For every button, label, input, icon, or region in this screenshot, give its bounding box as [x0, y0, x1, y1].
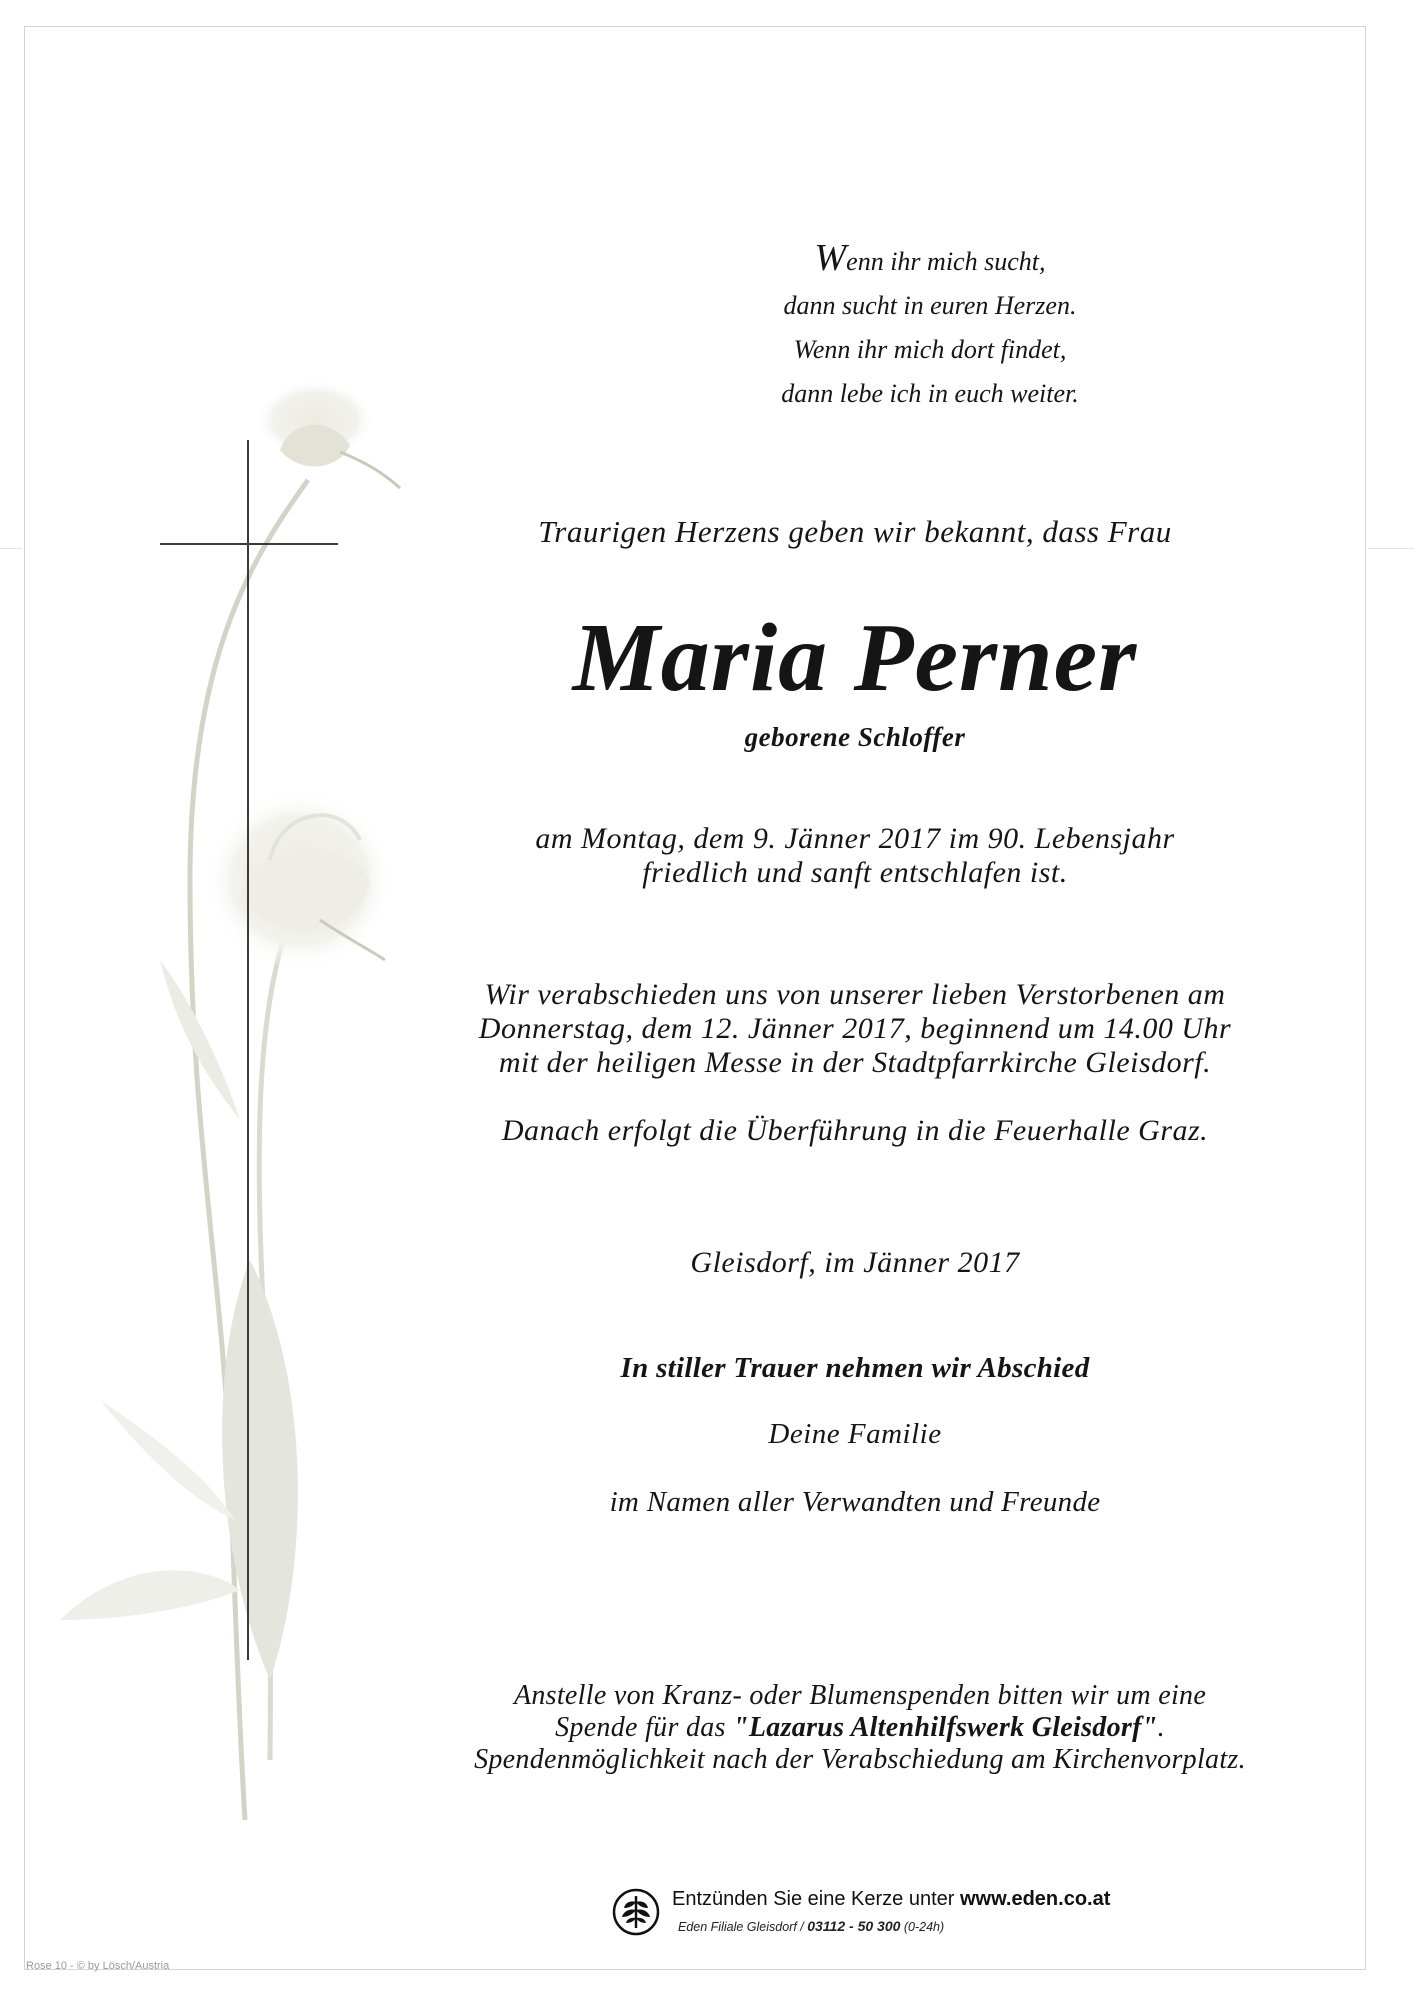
eden-website-link[interactable]: www.eden.co.at: [959, 1888, 1111, 1910]
candle-line: [672, 1888, 1110, 1911]
service-line: Donnerstag, dem 12. Jänner 2017, beginnend um 14.00 Uhr: [478, 1012, 1232, 1045]
mourners-headline: In stiller Trauer nehmen wir Abschied: [620, 1352, 1090, 1384]
donation-request: [420, 1680, 1300, 1776]
candle-text: Entzünden Sie eine Kerze unter: [672, 1888, 960, 1910]
death-line: friedlich und sanft entschlafen ist.: [642, 856, 1068, 889]
quote-line: Wenn ihr mich sucht,: [814, 237, 1046, 279]
service-line: Wir verabschieden uns von unserer lieben Verstorbenen am: [484, 978, 1226, 1011]
donation-organization: "Lazarus Altenhilfswerk Gleisdorf": [733, 1712, 1158, 1743]
image-credit: Rose 10 - © by Lösch/Austria: [26, 1960, 170, 1972]
fold-mark-right: [1368, 548, 1414, 549]
announcement-intro: Traurigen Herzens geben wir bekannt, dass Frau: [538, 514, 1172, 549]
quote-line: dann lebe ich in euch weiter.: [781, 379, 1079, 408]
service-line: mit der heiligen Messe in der Stadtpfarrkirche Gleisdorf.: [498, 1046, 1212, 1079]
quote-line: Wenn ihr mich dort findet,: [793, 335, 1067, 364]
cross-icon: [247, 440, 249, 1660]
deceased-name: Maria Perner: [572, 604, 1138, 712]
service-details: [430, 978, 1280, 1080]
death-line: am Montag, dem 9. Jänner 2017 im 90. Lebensjahr: [535, 822, 1175, 855]
cross-bar: [160, 543, 338, 545]
family-signature: Deine Familie: [768, 1418, 942, 1450]
rose-illustration-icon: [40, 360, 420, 1880]
fold-mark-left: [0, 548, 22, 549]
quote-line: dann sucht in euren Herzen.: [783, 291, 1077, 320]
death-notice: [430, 822, 1280, 890]
donation-line: Spendenmöglichkeit nach der Verabschiedung am Kirchenvorplatz.: [474, 1744, 1246, 1775]
eden-tree-logo-icon: [612, 1888, 660, 1936]
place-date: Gleisdorf, im Jänner 2017: [690, 1246, 1020, 1279]
branch-name: Eden Filiale Gleisdorf /: [678, 1920, 808, 1934]
donation-suffix: .: [1157, 1712, 1165, 1743]
donation-line: [420, 1712, 1300, 1744]
donation-prefix: Spende für das: [555, 1712, 734, 1743]
branch-line: [678, 1918, 944, 1934]
footer-eden: [612, 1886, 1132, 1946]
poem-quote: [700, 236, 1160, 416]
maiden-name: geborene Schloffer: [744, 722, 966, 752]
transfer-notice: Danach erfolgt die Überführung in die Feuerhalle Graz.: [501, 1114, 1209, 1147]
relatives-note: im Namen aller Verwandten und Freunde: [609, 1486, 1101, 1518]
branch-phone: 03112 - 50 300: [807, 1918, 901, 1934]
donation-line: Anstelle von Kranz- oder Blumenspenden bitten wir um eine: [513, 1680, 1207, 1711]
branch-hours: (0-24h): [900, 1920, 945, 1934]
